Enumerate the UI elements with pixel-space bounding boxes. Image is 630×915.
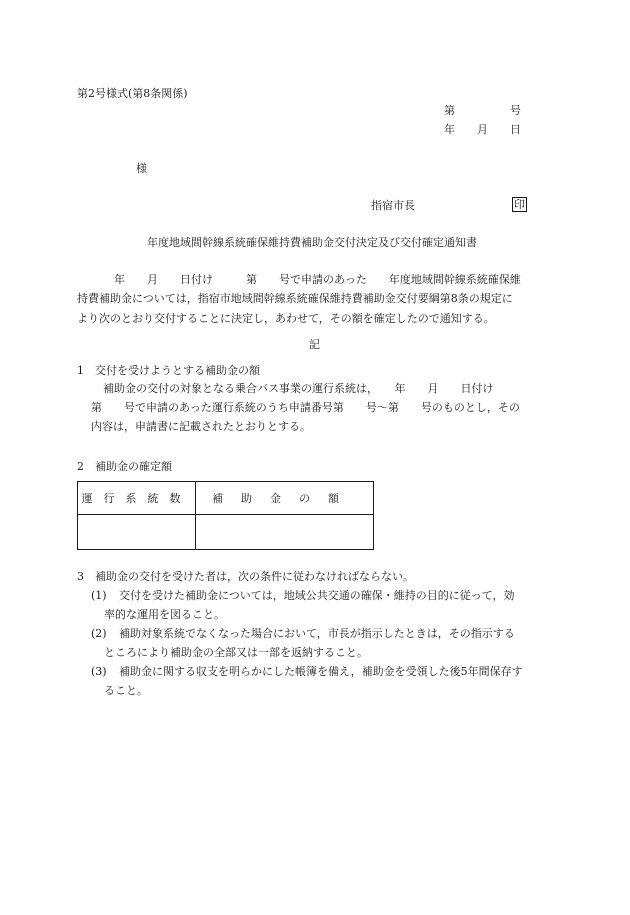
addressee-suffix: 様 <box>136 162 147 175</box>
condition-number: (3) <box>91 665 107 678</box>
document-number: 第 号 <box>444 104 521 117</box>
section-2-heading: 2 補助金の確定額 <box>77 460 172 473</box>
seal-text: 印 <box>514 198 525 211</box>
column-header-subsidy-amount: 補助金の額 <box>196 482 374 515</box>
body-line: 年 月 日付け 第 号で申請のあった 年度地域間幹線系統確保維 <box>114 273 521 286</box>
column-header-route-count: 運行系統数 <box>78 482 196 515</box>
condition-line: 交付を受けた補助金については，地域公共交通の確保・維持の目的に従って，効 <box>119 589 515 602</box>
section-1-line: 第 号で申請のあった運行系統のうち申請番号第 号～第 号のものとし，その <box>91 401 520 414</box>
condition-line: 率的な運用を図ること。 <box>104 608 225 621</box>
table-header-row <box>78 482 374 515</box>
document-date: 年 月 日 <box>444 123 521 136</box>
seal-stamp <box>512 197 527 212</box>
section-1-line: 内容は，申請書に記載されたとおりとする。 <box>91 420 311 433</box>
document-title: 年度地域間幹線系統確保維持費補助金交付決定及び交付確定通知書 <box>147 236 477 249</box>
condition-line: 補助金に関する収支を明らかにした帳簿を備え，補助金を受領した後5年間保存す <box>119 665 523 678</box>
section-3-heading: 3 補助金の交付を受けた者は，次の条件に従わなければならない。 <box>77 570 414 583</box>
ki-marker: 記 <box>309 338 320 351</box>
body-line: 持費補助金については，指宿市地域間幹線系統確保維持費補助金交付要綱第8条の規定に <box>77 292 513 305</box>
subsidy-amount-cell <box>196 515 374 550</box>
condition-number: (1) <box>91 589 107 602</box>
condition-line: 補助対象系統でなくなった場合において，市長が指示したときは，その指示する <box>119 627 515 640</box>
issuer-name: 指宿市長 <box>371 199 415 212</box>
body-line: より次のとおり交付することに決定し，あわせて，その額を確定したので通知する。 <box>77 312 495 325</box>
condition-number: (2) <box>91 627 107 640</box>
condition-line: ところにより補助金の全部又は一部を返納すること。 <box>104 646 368 659</box>
section-1-line: 補助金の交付の対象となる乗合バス事業の運行系統は， 年 月 日付け <box>103 382 494 395</box>
condition-line: ること。 <box>104 684 148 697</box>
route-count-cell <box>78 515 196 550</box>
amount-table <box>77 481 374 550</box>
table-row <box>78 515 374 550</box>
form-label: 第2号様式(第8条関係) <box>77 87 188 100</box>
section-1-heading: 1 交付を受けようとする補助金の額 <box>77 364 260 377</box>
